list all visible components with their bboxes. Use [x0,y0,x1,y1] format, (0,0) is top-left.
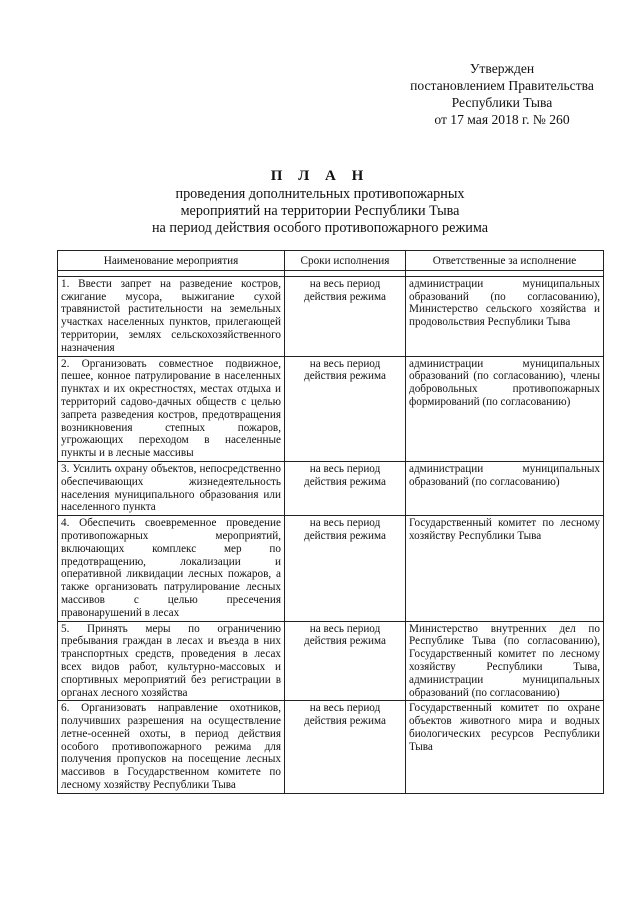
table-row [58,276,604,356]
term-cell: на весь период действия режима [285,621,406,701]
responsible-cell: Государственный комитет по лесному хозяйству Республики Тыва [406,516,604,621]
term-cell: на весь период действия режима [285,701,406,794]
measure-cell: 2. Организовать совместное подвижное, пешее, конное патрулирование в населенных пунктах и их окрестностях, местах отдыха и территорий садово-дачных обществ с целью запрета разведения костров, предотвращения возникновения степных пожаров, угрожающих переходом в населенные пункты и в лесные массивы [58,356,285,461]
measure-cell: 1. Ввести запрет на разведение костров, сжигание мусора, выжигание сухой травянистой растительности на земельных участках населенных пунктов, прилегающей территории, землях сельскохозяйственного назначения [58,276,285,356]
measure-cell: 5. Принять меры по ограничению пребывания граждан в лесах и въезда в них транспортных средств, проведения в лесах всех видов работ, культурно-массовых и спортивных мероприятий без регистрации в органах лесного хозяйства [58,621,285,701]
header-responsible: Ответственные за исполнение [406,251,604,271]
measure-cell: 6. Организовать направление охотников, получивших разрешения на осуществление летне-осенней охоты, в период действия особого противопожарного режима для получения пропусков на посещение лесных массивов в Государственном комитете по лесному хозяйству Республики Тыва [58,701,285,794]
responsible-cell: администрации муниципальных образований (по согласованию), Министерство сельского хозяйства и продовольствия Республики Тыва [406,276,604,356]
table-row [58,461,604,515]
responsible-cell: администрации муниципальных образований (по согласованию), члены добровольных противопожарных формирований (по согласованию) [406,356,604,461]
header-term: Сроки исполнения [285,251,406,271]
approval-line-approved: Утвержден [469,61,535,76]
table-row [58,516,604,621]
approval-line-republic: Республики Тыва [451,95,553,110]
table-header-row [58,251,604,271]
term-cell: на весь период действия режима [285,461,406,515]
measure-cell: 3. Усилить охрану объектов, непосредственно обеспечивающих жизнедеятельность населения муниципального образования или населенного пункта [58,461,285,515]
header-measure: Наименование мероприятия [58,251,285,271]
responsible-cell: администрации муниципальных образований (по согласованию) [406,461,604,515]
document-title [0,166,640,237]
responsible-cell: Министерство внутренних дел по Республике Тыва (по согласованию), Государственный комитет по лесному хозяйству Республики Тыва, администрации муниципальных образований (по согласованию) [406,621,604,701]
table-row [58,356,604,461]
term-cell: на весь период действия режима [285,276,406,356]
measures-table [57,250,604,794]
title-line-2: мероприятий на территории Республики Тыва [180,203,460,219]
approval-stamp [388,60,616,128]
approval-line-resolution: постановлением Правительства [410,78,594,93]
table-row [58,621,604,701]
term-cell: на весь период действия режима [285,356,406,461]
approval-line-date: от 17 мая 2018 г. № 260 [434,112,570,127]
term-cell: на весь период действия режима [285,516,406,621]
measure-cell: 4. Обеспечить своевременное проведение противопожарных мероприятий, включающих комплекс мер по предотвращению, локализации и оперативной ликвидации лесных пожаров, а также организовать патрулирование лесных массивов с целью пресечения правонарушений в лесах [58,516,285,621]
table-row [58,701,604,794]
plan-heading: П Л А Н [270,168,370,184]
title-line-1: проведения дополнительных противопожарных [175,186,465,202]
title-line-3: на период действия особого противопожарного режима [151,220,489,236]
responsible-cell: Государственный комитет по охране объектов животного мира и водных биологических ресурсов Республики Тыва [406,701,604,794]
